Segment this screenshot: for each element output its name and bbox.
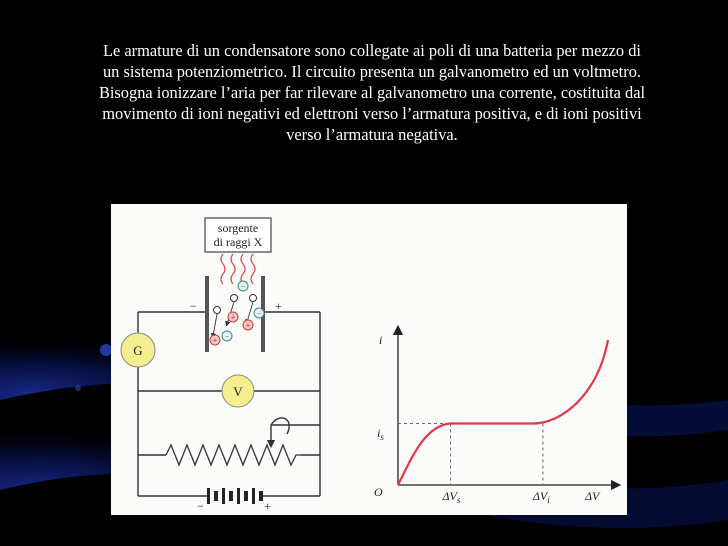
delta-vs-label: $\Delta V_s$ [442,489,461,505]
positive-ion-sign-3: + [245,321,251,330]
galvanometer-label: G [133,343,143,358]
slider-hook [271,418,289,434]
saturation-current-label: $i_s$ [377,426,384,442]
negative-ion-sign-2: − [256,309,262,318]
xray-beams [221,254,255,284]
paragraph-line-4: movimento di ioni negativi ed elettroni verso l’armatura positiva, e di ioni positivi [102,104,642,123]
y-axis-label: i [379,333,383,347]
positive-ion-sign-1: + [212,336,218,345]
negative-ion-sign-1: − [240,282,246,291]
negative-ion-sign-3: − [224,332,230,341]
paragraph-line-1: Le armature di un condensatore sono collegate ai poli di una batteria per mezzo di [103,41,641,60]
capacitor-minus-sign: − [190,299,197,313]
origin-label: O [374,485,383,499]
battery-plus-sign: + [264,499,271,513]
battery [207,488,263,504]
figure-panel [111,204,627,515]
capacitor-plus-sign: + [275,299,282,313]
current-voltage-graph [374,330,616,505]
capacitor-plate-negative [205,276,209,352]
x-axis-label: ΔV [585,489,600,503]
figure-svg [111,204,627,515]
paragraph-line-3: Bisogna ionizzare l’aria per far rilevare al galvanometro una corrente, costituita dal [98,83,646,102]
potentiometer-resistor [166,445,301,465]
voltmeter-label: V [233,384,243,399]
paragraph-line-2: un sistema potenziometrico. Il circuito presenta un galvanometro ed un voltmetro. [102,62,641,81]
slide-paragraph [30,40,714,145]
delta-vi-label: $\Delta V_i$ [532,489,550,505]
paragraph-line-5: verso l’armatura negativa. [286,125,458,144]
xray-source-label-2: di raggi X [213,235,263,249]
xray-source-label-1: sorgente [217,221,259,235]
current-voltage-curve [398,340,608,485]
battery-minus-sign: − [197,499,204,513]
positive-ion-sign-2: + [230,313,236,322]
